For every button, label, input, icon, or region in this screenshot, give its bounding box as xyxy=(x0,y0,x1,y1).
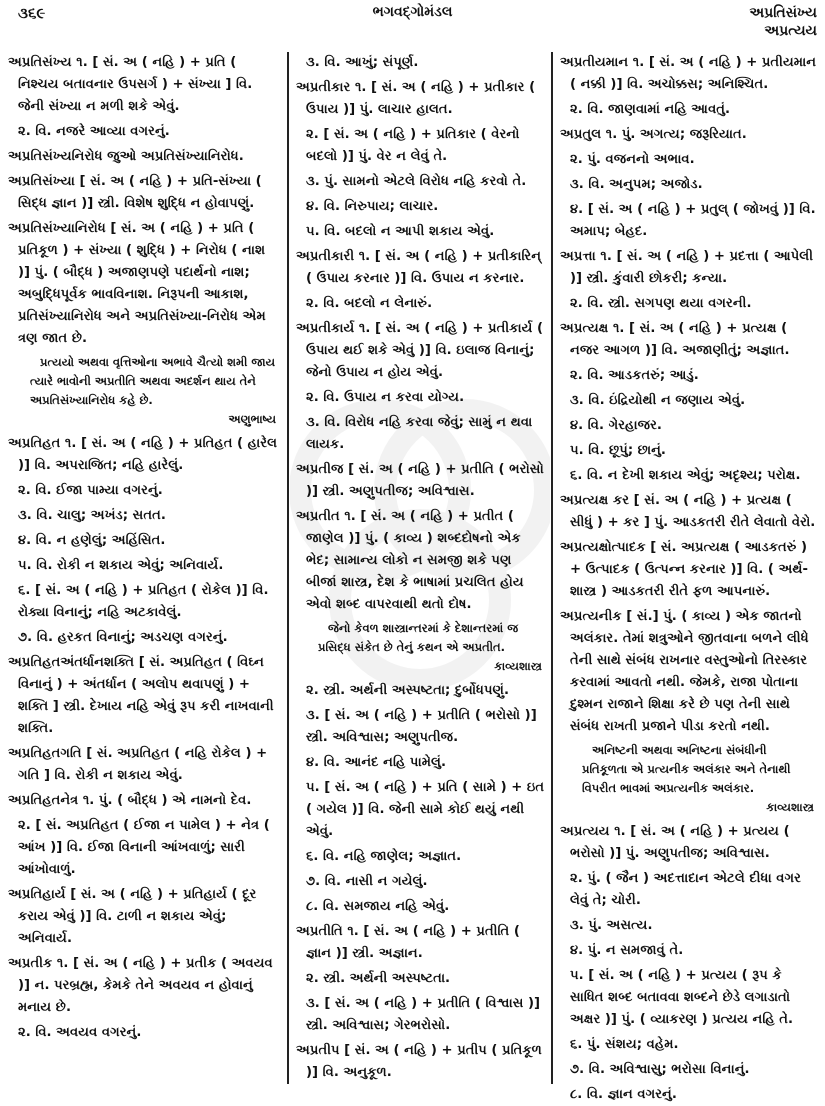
book-title: ભગવદ્ગોમંડલ xyxy=(372,4,453,20)
headword: અપ્રતિહતગતિ xyxy=(8,746,82,761)
column-divider xyxy=(551,52,553,1084)
entry-sense: ૩. વિ. અનુપમ; અજોડ. xyxy=(570,177,703,192)
dictionary-entry xyxy=(560,606,818,738)
definition-text: ૧. [ સં. અ ( નહિ ) + પ્રત્યક્ષ ( નજર આગળ )] વિ. અજાણીતું; અજ્ઞાત. xyxy=(570,321,790,358)
dictionary-entry xyxy=(8,146,280,168)
definition-text: [ સં. અ ( નહિ ) + પ્રતીતિ ( ભરોસો )] સ્ત્રી. અણુપતીજ; અવિશ્વાસ. xyxy=(306,462,544,499)
dictionary-entry xyxy=(8,52,280,118)
dictionary-entry xyxy=(296,459,546,503)
entry-sense: ૨. વિ. ઉપાય ન કરવા યોગ્ય. xyxy=(306,390,465,405)
entry-sense: ૪. [ સં. અ ( નહિ ) + પ્રતુલ્ ( જોખવું )] વિ. અમાપ; બેહદ. xyxy=(570,202,816,239)
definition-text: [ સં. અ ( નહિ ) + પ્રતિ ( પ્રતિકૂળ ) + સંખ્યા ( શુદ્ધિ ) + નિરોધ ( નાશ )] પું. ( બૌદ્ધ ) અજાણપણે પદાર્થનો નાશ; અબુદ્ધિપૂર્વક ભાવવિનાશ. નિરૂપની આકાશ, પ્રતિસંખ્યાનિરોધ અને અપ્રતિસંખ્યા-નિરોધ એમ ત્રણ જાત છે. xyxy=(18,221,266,346)
entry-sense: ૫. [ સં. અ ( નહિ ) + પ્રતિ ( સામે ) + ઇત ( ગયેલ )] વિ. જેની સામે કોઈ થયું નથી એવું. xyxy=(306,780,545,839)
entry-sense: ૩. વિ. ઇંદ્રિયોથી ન જણાય એવું. xyxy=(570,393,746,408)
definition-text: ૧. [ સં. અ ( નહિ ) + પ્રદત્તા ( આપેલી )] સ્ત્રી. કુંવારી છોકરી; કન્યા. xyxy=(570,249,814,286)
dictionary-entry xyxy=(560,490,818,534)
definition-text: ૧. પું. ( બૌદ્ધ ) એ નામનો દેવ. xyxy=(82,793,252,808)
headword: અપ્રતુલ xyxy=(560,127,602,142)
entry-sense: ૪. વિ. નિરુપાય; લાચાર. xyxy=(306,199,439,214)
dictionary-entry xyxy=(296,246,546,290)
entry-sense: ૩. [ સં. અ ( નહિ ) + પ્રતીતિ ( ભરોસો )] સ્ત્રી. અવિશ્વાસ; અણુપતીજ. xyxy=(306,708,537,745)
entry-sense: ૬. વિ. ન દેખી શકાય એવું; અદૃશ્ય; પરોક્ષ. xyxy=(570,468,801,483)
definition-text: [ સં. અપ્રત્યક્ષ ( આડકતરું ) + ઉત્પાદક ( ઉત્પન્ન કરનાર )] વિ. ( અર્થ-શાસ્ત્ર ) આડકતરી રીતે ફળ આપનારું. xyxy=(570,540,809,599)
definition-text: [ સં. અ ( નહિ ) + પ્રતિહાર્ય ( દૂર કરાય એવું )] વિ. ટાળી ન શકાય એવું; અનિવાર્ય. xyxy=(18,887,257,946)
headword: અપ્રતીકારી xyxy=(296,249,355,264)
entry-sense: ૪. વિ. ન હણેલું; અહિંસિત. xyxy=(18,533,166,548)
entry-sense: ૨. વિ. બદલો ન લેનારું. xyxy=(306,296,433,311)
definition-text: [ સં. અપ્રતિહત ( નહિ રોકેલ ) + ગતિ ] વિ. રોકી ન શકાય એવું. xyxy=(18,746,268,783)
dictionary-entry xyxy=(8,652,280,740)
entry-sense: ૨. વિ. સ્ત્રી. સગપણ થયા વગરની. xyxy=(570,296,752,311)
headword: અપ્રતિહાર્ય xyxy=(8,887,66,902)
guide-words xyxy=(749,4,817,40)
definition-text: [ સં. અ ( નહિ ) + પ્રત્યક્ષ ( સીધું ) + કર ] પું. આડકતરી રીતે લેવાતો વેરો. xyxy=(570,493,816,530)
headword: અપ્રતિસંખ્યા xyxy=(8,174,75,189)
entry-sense: ૫. વિ. રોકી ન શકાય એવું; અનિવાર્ય. xyxy=(18,558,224,573)
definition-text: ૧. [ સં. અ ( નહિ ) + પ્રત્યય ( ભરોસો )] પું. અણુપતીજ; અવિશ્વાસ. xyxy=(570,824,790,861)
definition-text: ૧. [ સં. અ ( નહિ ) + પ્રતિ ( નિશ્ચય બતાવનાર ઉપસર્ગ ) + સંખ્યા ] વિ. જેની સંખ્યા ન મળી શકે એવું. xyxy=(18,55,253,114)
dictionary-entry xyxy=(560,821,818,865)
headword: અપ્રત્યક્ષ કર xyxy=(560,493,630,508)
entry-sense: ૨. વિ. જાણવામાં નહિ આવતું. xyxy=(570,102,731,117)
entry-sense: ૨. વિ. આડકતરું; આડું. xyxy=(570,368,699,383)
definition-text: ૧. [ સં. અ ( નહિ ) + પ્રતીકાર ( ઉપાય )] પું. લાચાર હાલત. xyxy=(306,80,536,117)
dictionary-entry xyxy=(296,77,546,121)
dictionary-entry xyxy=(8,218,280,350)
entry-sense: ૮. વિ. સમજાય નહિ એવું. xyxy=(306,899,450,914)
entry-sense: ૭. વિ. નાસી ન ગયેલું. xyxy=(306,874,428,889)
quote-source: કાવ્યશાસ્ત્ર xyxy=(494,659,542,673)
definition-text: [ સં. અ ( નહિ ) + પ્રતીપ ( પ્રતિકૂળ )] વિ. અનુકૂળ. xyxy=(306,1043,542,1080)
quote-text: પ્રત્યયો અથવા વૃત્તિઓના અભાવે ચૈત્યો શમી જાય ત્યારે ભાવોની અપ્રતીતિ અથવા અદર્શન થાય તેને અપ્રતિસંખ્યાનિરોધ કહે છે. xyxy=(30,355,276,407)
entry-sense: ૨. સ્ત્રી. અર્થની અસ્પષ્ટતા. xyxy=(306,971,451,986)
definition-text: [ સં.] પું. ( કાવ્ય ) એક જાતનો અલંકાર. તેમાં શત્રુઓને જીતવાના બળને લીધે તેની સાથે સંબંધ રાખનાર વસ્તુઓનો તિરસ્કાર કરવામાં આવતો નથી. જેમકે, રાજા પોતાના દુશ્મન રાજાને શિક્ષા કરે છે પણ તેની સાથે સંબંધ રાખતી પ્રજાને પીડા કરતો નથી. xyxy=(570,609,809,734)
entry-sense: ૫. [ સં. અ ( નહિ ) + પ્રત્યય ( રૂપ કે સાધિત શબ્દ બતાવવા શબ્દને છેડે લગાડાતો અક્ષર )] પું. ( વ્યાકરણ ) પ્રત્યય નહિ તે. xyxy=(570,968,794,1027)
entry-sense: ૨. વિ. નજરે આવ્યા વગરનું. xyxy=(18,124,170,139)
definition-text: ૧. [ સં. અ ( નહિ ) + પ્રતીક ( અવયવ )] ન. પરબ્રહ્મ, કેમકે તેને અવયવ ન હોવાનું મનાય છે. xyxy=(18,956,273,1015)
dictionary-entry xyxy=(560,124,818,146)
dictionary-entry xyxy=(8,743,280,787)
definition-text: ૧. [ સં. અ ( નહિ ) + પ્રતીતિ ( જ્ઞાન )] સ્ત્રી. અજ્ઞાન. xyxy=(306,924,520,961)
headword: અપ્રતીપ xyxy=(296,1043,340,1058)
entry-sense: ૩. વિ. ચાલુ; અખંડ; સતત. xyxy=(18,508,166,523)
entry-sense: ૩. વિ. આખું; સંપૂર્ણ. xyxy=(306,55,419,70)
entry-sense: ૨. પું. ( જૈન ) અદત્તાદાન એટલે દીધા વગર લેવું તે; ચોરી. xyxy=(570,871,801,908)
dictionary-entry xyxy=(8,171,280,215)
headword: અપ્રત્યય xyxy=(560,824,610,839)
dictionary-entry xyxy=(8,953,280,1019)
headword: અપ્રતિહત xyxy=(8,436,61,451)
guide-word-last: અપ્રત્યય xyxy=(764,23,817,39)
quote-text: અનિષ્ટની અથવા અનિષ્ટના સંબંધીની પ્રતિકૂળતા એ પ્રત્યનીક અલંકાર અને તેનાથી વિપરીત ભાવમાં અપ્રત્યનીક અલંકાર. xyxy=(582,743,791,795)
definition-text: જુઓ અપ્રતિસંખ્યાનિરોધ. xyxy=(107,149,244,164)
headword: અપ્રત્યક્ષોત્પાદક xyxy=(560,540,646,555)
definition-text: ૧. [ સં. અ ( નહિ ) + પ્રતીકાર્ય ( ઉપાય થઈ શકે એવું )] વિ. ઇલાજ વિનાનું; જેનો ઉપાય ન હોય એવું. xyxy=(306,321,544,380)
headword: અપ્રતીત xyxy=(296,509,340,524)
dictionary-entry xyxy=(296,506,546,616)
entry-sense: ૬. [ સં. અ ( નહિ ) + પ્રતિહત ( રોકેલ )] વિ. રોક્યા વિનાનું; નહિ અટકાવેલું. xyxy=(18,583,269,620)
headword: અપ્રતિહતઅંતર્ધાનશક્તિ xyxy=(8,655,135,670)
column-2 xyxy=(296,52,546,1090)
headword: અપ્રતીયમાન xyxy=(560,55,629,70)
definition-text: ૧. પું. અગત્ય; જરૂરિયાત. xyxy=(605,127,747,142)
definition-text: [ સં. અ ( નહિ ) + પ્રતિ-સંખ્યા ( સિદ્ધ જ્ઞાન )] સ્ત્રી. વિશેષ શુદ્ધિ ન હોવાપણું. xyxy=(18,174,262,211)
definition-text: ૧. [ સં. અ ( નહિ ) + પ્રતીયમાન ( નક્કી )] વિ. અચોક્કસ; અનિશ્ચિત. xyxy=(570,55,817,92)
headword: અપ્રતીક xyxy=(8,956,53,971)
entry-sense: ૪. પું. ન સમજાવું તે. xyxy=(570,943,684,958)
dictionary-entry xyxy=(8,433,280,477)
headword: અપ્રતિહતનેત્ર xyxy=(8,793,79,808)
entry-sense: ૫. વિ. છૂપું; છાનું. xyxy=(570,443,666,458)
quote-source: કાવ્યશાસ્ત્ર xyxy=(766,800,814,814)
dictionary-entry xyxy=(560,537,818,603)
headword: અપ્રત્યનીક xyxy=(560,609,622,624)
entry-sense: ૨. વિ. અવયવ વગરનું. xyxy=(18,1025,142,1040)
dictionary-entry xyxy=(560,246,818,290)
headword: અપ્રતિસંખ્ય xyxy=(8,55,72,70)
dictionary-entry xyxy=(296,921,546,965)
headword: અપ્રતીતિ xyxy=(296,924,343,939)
entry-sense: ૨. પું. વજનનો અભાવ. xyxy=(570,152,695,167)
definition-text: ૧. [ સં. અ ( નહિ ) + પ્રતીકારિન્ ( ઉપાય કરનાર )] વિ. ઉપાય ન કરનાર. xyxy=(306,249,542,286)
dictionary-entry xyxy=(8,790,280,812)
entry-sense: ૨. [ સં. અપ્રતિહત ( ઈજા ન પામેલ ) + નેત્ર ( આંખ )] વિ. ઈજા વિનાની આંખવાળું; સારી આંખોવાળું. xyxy=(18,818,270,877)
entry-sense: ૭. વિ. અવિશ્વાસુ; ભરોસા વિનાનું. xyxy=(570,1062,750,1077)
entry-sense: ૪. વિ. ગેરહાજર. xyxy=(570,418,662,433)
entry-sense: ૬. વિ. નહિ જાણેલ; અજ્ઞાત. xyxy=(306,849,462,864)
headword: અપ્રત્તા xyxy=(560,249,596,264)
entry-sense: ૩. પું. અસત્ય. xyxy=(570,918,653,933)
entry-sense: ૨. [ સં. અ ( નહિ ) + પ્રતિકાર ( વેરનો બદલો )] પું. વેર ન લેવું તે. xyxy=(306,127,520,164)
headword: અપ્રતિસંખ્યનિરોધ xyxy=(8,149,103,164)
entry-sense: ૨. સ્ત્રી. અર્થની અસ્પષ્ટતા; દુર્બોધપણું. xyxy=(306,683,510,698)
entry-sense: ૨. વિ. ઈજા પામ્યા વગરનું. xyxy=(18,483,163,498)
quote-text: જેનો કેવળ શાસ્ત્રાન્તરમાં કે દેશાન્તરમાં જ પ્રસિદ્ધ સંકેત છે તેનું કથન એ અપ્રતીત. xyxy=(318,621,519,654)
entry-sense: ૩. પું. સામનો એટલે વિરોધ નહિ કરવો તે. xyxy=(306,174,527,189)
guide-word-first: અપ્રતિસંખ્ય xyxy=(749,5,817,21)
page-number: ૩૬૯ xyxy=(18,4,46,22)
citation-quote xyxy=(8,353,280,429)
dictionary-entry xyxy=(560,318,818,362)
entry-sense: ૭. વિ. હરકત વિનાનું; અડચણ વગરનું. xyxy=(18,630,228,645)
dictionary-entry xyxy=(296,318,546,384)
entry-sense: ૩. [ સં. અ ( નહિ ) + પ્રતીતિ ( વિશ્વાસ )] સ્ત્રી. અવિશ્વાસ; ગેરભરોસો. xyxy=(306,996,541,1033)
dictionary-entry xyxy=(8,884,280,950)
dictionary-entry xyxy=(560,52,818,96)
headword: અપ્રતીજ xyxy=(296,462,344,477)
entry-sense: ૬. પું. સંશય; વહેમ. xyxy=(570,1037,679,1052)
entry-sense: ૮. વિ. જ્ઞાન વગરનું. xyxy=(570,1087,677,1102)
headword: અપ્રતિસંખ્યાનિરોધ xyxy=(8,221,106,236)
dictionary-entry xyxy=(296,1040,546,1084)
entry-sense: ૫. વિ. બદલો ન આપી શકાય એવું. xyxy=(306,224,495,239)
headword: અપ્રત્યક્ષ xyxy=(560,321,609,336)
definition-text: ૧. [ સં. અ ( નહિ ) + પ્રતિહત ( હારેલ )] વિ. અપરાજિત; નહિ હારેલું. xyxy=(18,436,278,473)
definition-text: ૧. [ સં. અ ( નહિ ) + પ્રતીત ( જાણેલ )] પું. ( કાવ્ય ) શબ્દદોષનો એક ભેદ; સામાન્ય લોકો ન સમજી શકે પણ બીજાં શાસ્ત્ર, દેશ કે ભાષામાં પ્રચલિત હોય એવો શબ્દ વાપરવાથી થતો દોષ. xyxy=(306,509,524,612)
entry-sense: ૩. વિ. વિરોધ નહિ કરવા જેવું; સામું ન થવા લાયક. xyxy=(306,415,533,452)
quote-source: અણુભાષ્ય xyxy=(228,412,276,426)
citation-quote xyxy=(296,619,546,676)
citation-quote xyxy=(560,741,818,817)
definition-text: [ સં. અપ્રતિહત ( વિઘ્ન વિનાનું ) + અંતર્ધાન ( અલોપ થવાપણું ) + શક્તિ ] સ્ત્રી. દેખાય નહિ એવું રૂપ કરી નાખવાની શક્તિ. xyxy=(18,655,274,736)
column-3 xyxy=(560,52,818,1102)
headword: અપ્રતીકાર xyxy=(296,80,351,95)
column-divider xyxy=(287,52,289,1084)
headword: અપ્રતીકાર્ય xyxy=(296,321,355,336)
column-1 xyxy=(8,52,280,1090)
entry-sense: ૪. વિ. આનંદ નહિ પામેલું. xyxy=(306,755,446,770)
